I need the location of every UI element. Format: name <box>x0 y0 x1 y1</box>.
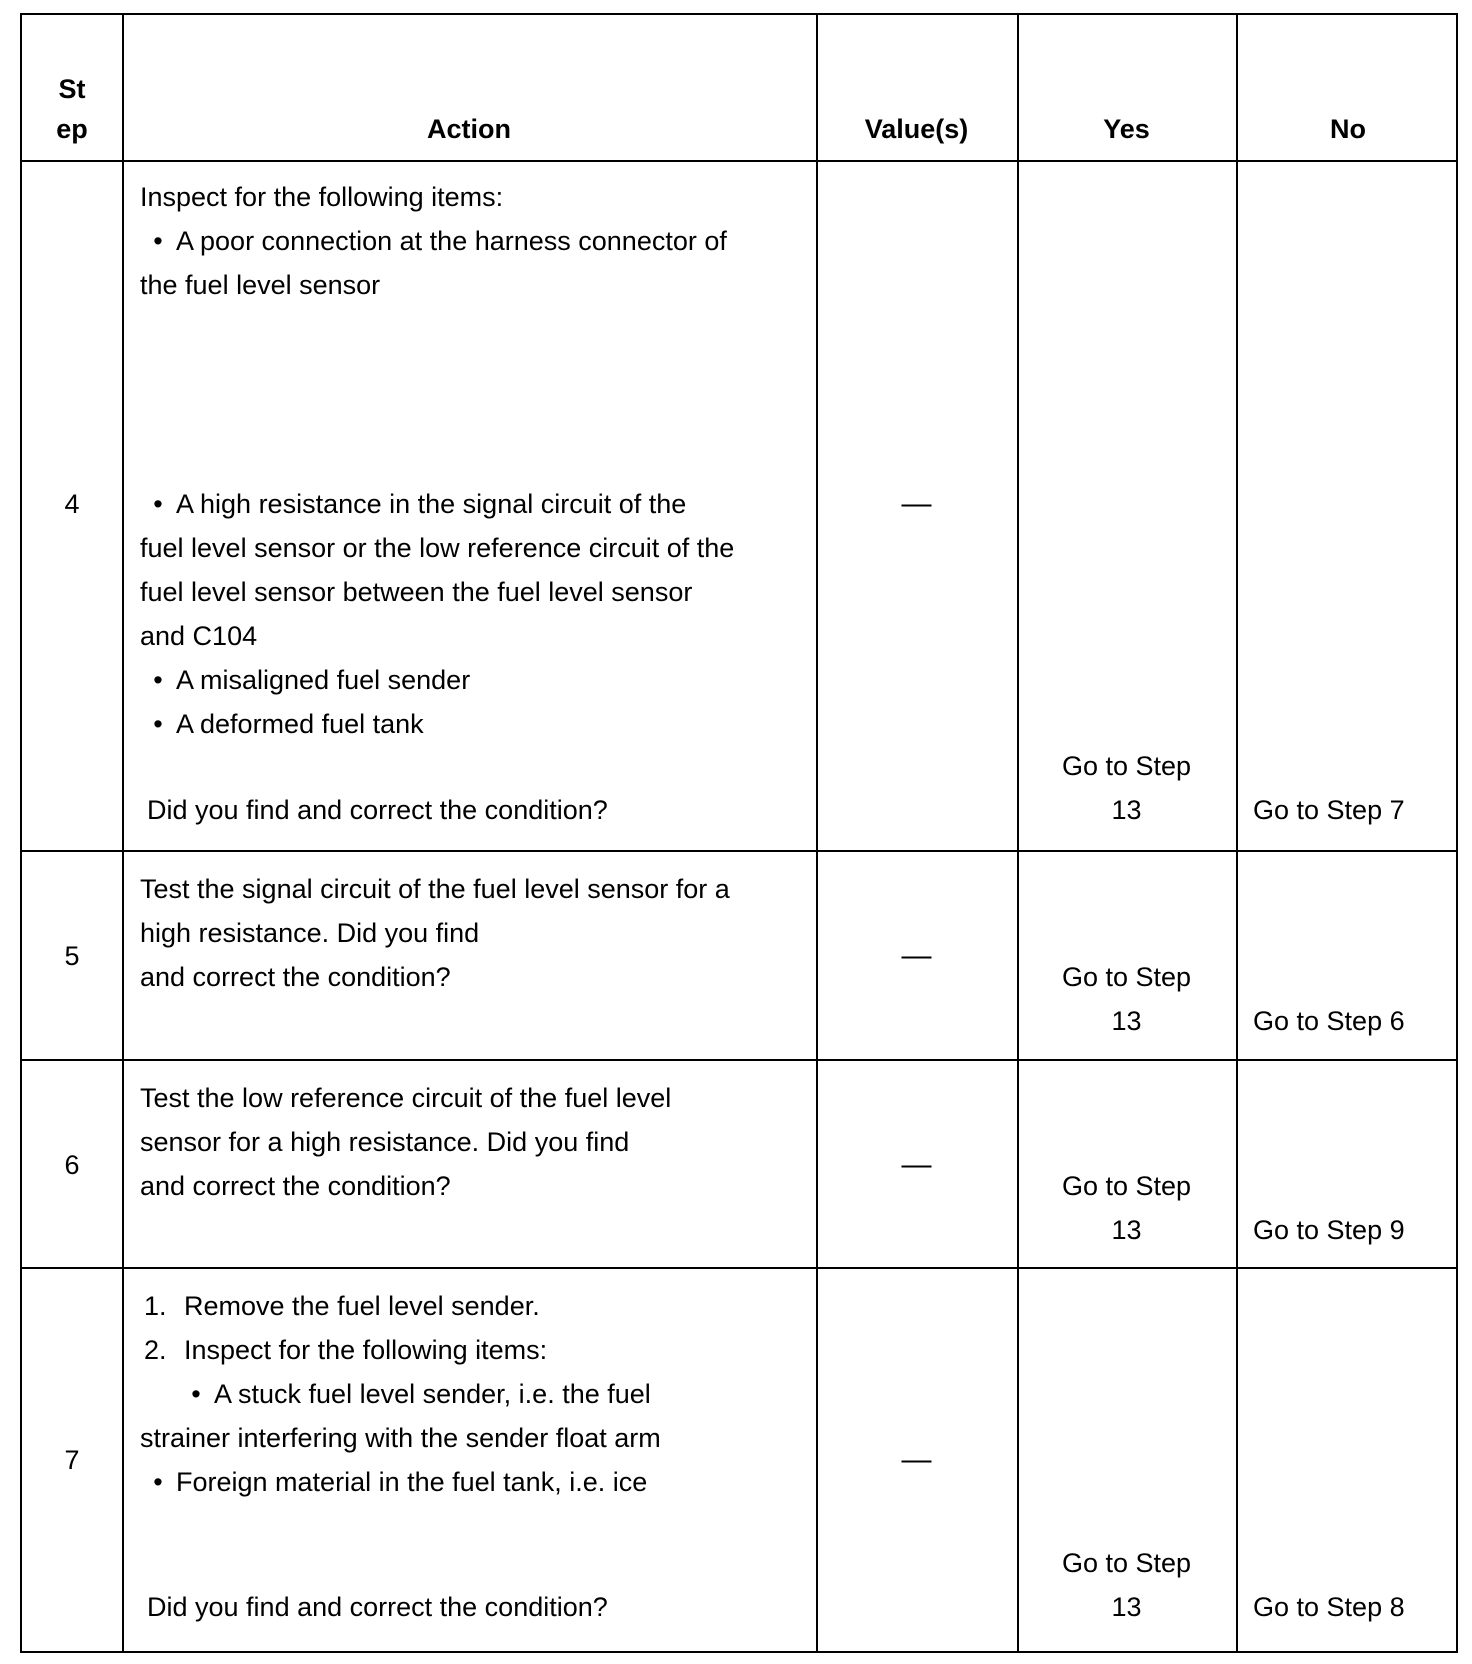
list-item <box>178 1372 651 1416</box>
bullet-icon: • <box>153 489 163 519</box>
yes-action-line2: 13 <box>1111 795 1142 825</box>
list-item-text: Remove the fuel level sender. <box>184 1291 540 1321</box>
list-item <box>140 702 424 746</box>
action-text: Inspect for the following items: <box>140 182 504 212</box>
list-item-text: Foreign material in the fuel tank, i.e. ice <box>176 1467 648 1497</box>
row-divider <box>22 1267 1456 1269</box>
yes-action <box>1017 1164 1236 1252</box>
list-item <box>140 1460 647 1504</box>
list-number: 2. <box>144 1335 167 1365</box>
yes-action <box>1017 744 1236 832</box>
header-step-line1: St <box>58 74 86 104</box>
column-divider <box>1017 15 1019 1651</box>
header-step <box>22 67 122 151</box>
row-divider <box>22 1059 1456 1061</box>
list-item-text: A poor connection at the harness connector of <box>176 226 727 256</box>
yes-action-line2: 13 <box>1111 1215 1142 1245</box>
header-no: No <box>1330 114 1366 144</box>
action-text: and C104 <box>140 621 258 651</box>
action-text: fuel level sensor or the low reference circuit of the <box>140 533 735 563</box>
no-action: Go to Step 9 <box>1253 1215 1405 1245</box>
header-values: Value(s) <box>864 114 969 144</box>
action-text: strainer interfering with the sender float arm <box>140 1423 661 1453</box>
action-text: and correct the condition? <box>140 962 451 992</box>
column-divider <box>122 15 124 1651</box>
yes-action-line1: Go to Step <box>1061 1171 1192 1201</box>
list-item-text: A stuck fuel level sender, i.e. the fuel <box>214 1379 651 1409</box>
yes-action-line1: Go to Step <box>1061 962 1192 992</box>
value-dash: — <box>901 1148 932 1181</box>
list-item-text: A deformed fuel tank <box>176 709 424 739</box>
action-text: Test the low reference circuit of the fuel level <box>140 1083 672 1113</box>
bullet-icon: • <box>153 1467 163 1497</box>
question-text: Did you find and correct the condition? <box>147 795 608 825</box>
action-text: the fuel level sensor <box>140 270 381 300</box>
step-number: 4 <box>64 489 80 519</box>
bullet-icon: • <box>191 1379 201 1409</box>
yes-action <box>1017 1541 1236 1629</box>
step-number: 7 <box>64 1445 80 1475</box>
column-divider <box>1236 15 1238 1651</box>
yes-action <box>1017 955 1236 1043</box>
column-divider <box>816 15 818 1651</box>
action-text: high resistance. Did you find <box>140 918 480 948</box>
header-step-line2: ep <box>56 114 88 144</box>
header-yes: Yes <box>1103 114 1150 144</box>
row-divider <box>22 850 1456 852</box>
list-item-text: A high resistance in the signal circuit of the <box>176 489 687 519</box>
value-dash: — <box>901 1443 932 1476</box>
action-text: fuel level sensor between the fuel level sensor <box>140 577 693 607</box>
step-number: 6 <box>64 1150 80 1180</box>
row-divider <box>22 160 1456 162</box>
yes-action-line1: Go to Step <box>1061 751 1192 781</box>
yes-action-line2: 13 <box>1111 1592 1142 1622</box>
list-number: 1. <box>144 1291 167 1321</box>
list-item <box>140 219 727 263</box>
diagnostic-table <box>20 13 1458 1653</box>
list-item-text: Inspect for the following items: <box>184 1335 548 1365</box>
question-text: Did you find and correct the condition? <box>147 1592 608 1622</box>
list-item <box>144 1284 540 1328</box>
bullet-icon: • <box>153 665 163 695</box>
step-number: 5 <box>64 941 80 971</box>
no-action: Go to Step 6 <box>1253 1006 1405 1036</box>
yes-action-line1: Go to Step <box>1061 1548 1192 1578</box>
yes-action-line2: 13 <box>1111 1006 1142 1036</box>
bullet-icon: • <box>153 226 163 256</box>
value-dash: — <box>901 939 932 972</box>
value-dash: — <box>901 487 932 520</box>
no-action: Go to Step 7 <box>1253 795 1405 825</box>
list-item-text: A misaligned fuel sender <box>176 665 471 695</box>
list-item <box>140 482 686 526</box>
action-text: Test the signal circuit of the fuel level sensor for a <box>140 874 730 904</box>
header-action: Action <box>427 114 511 144</box>
bullet-icon: • <box>153 709 163 739</box>
list-item <box>140 658 470 702</box>
list-item <box>144 1328 547 1372</box>
no-action: Go to Step 8 <box>1253 1592 1405 1622</box>
action-text: sensor for a high resistance. Did you find <box>140 1127 630 1157</box>
action-text: and correct the condition? <box>140 1171 451 1201</box>
